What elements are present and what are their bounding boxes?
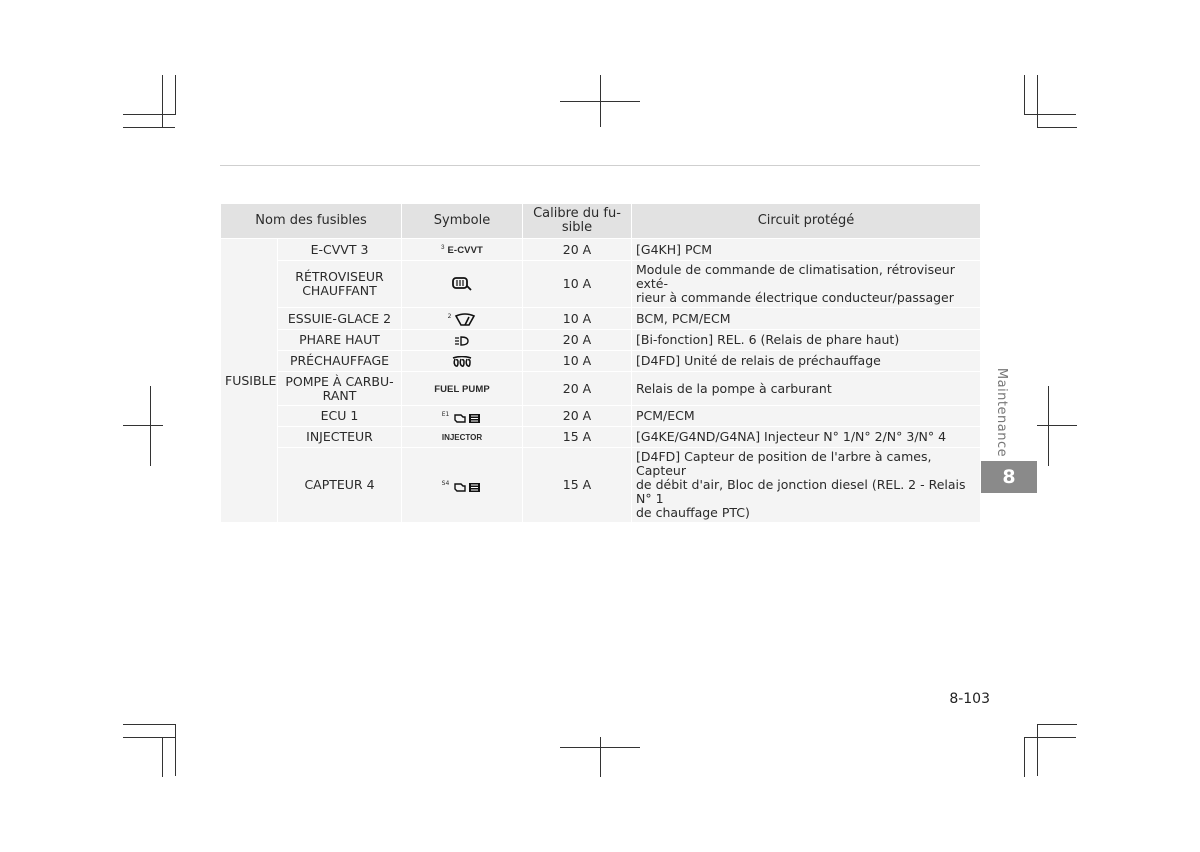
table-row bbox=[221, 330, 981, 351]
crop-mark bbox=[1024, 114, 1076, 115]
fuse-name: PRÉCHAUFFAGE bbox=[278, 351, 402, 372]
fuse-circuit: [D4FD] Unité de relais de préchauffage bbox=[632, 351, 981, 372]
engine-ecu-icon bbox=[452, 412, 482, 424]
table-row bbox=[221, 239, 981, 261]
fuse-rating: 10 A bbox=[523, 261, 632, 308]
crop-mark bbox=[123, 425, 163, 426]
fuse-symbol bbox=[402, 261, 523, 308]
crop-mark bbox=[600, 737, 601, 777]
fuse-name: PHARE HAUT bbox=[278, 330, 402, 351]
fuse-circuit: PCM/ECM bbox=[632, 406, 981, 427]
fuse-circuit: [D4FD] Capteur de position de l'arbre à cames, Capteur de débit d'air, Bloc de jonction diesel (REL. 2 - Relais N° 1 de chauffage PTC) bbox=[632, 448, 981, 523]
crop-mark bbox=[123, 737, 175, 738]
glow-plug-icon bbox=[451, 356, 473, 368]
fuse-symbol bbox=[402, 330, 523, 351]
section-label bbox=[987, 367, 1017, 457]
crop-mark bbox=[175, 724, 176, 776]
fuse-rating: 20 A bbox=[523, 406, 632, 427]
fuse-circuit: [G4KH] PCM bbox=[632, 239, 981, 261]
fuse-name: INJECTEUR bbox=[278, 427, 402, 448]
fuel-pump-symbol: FUEL PUMP bbox=[434, 383, 490, 395]
header-rule bbox=[220, 165, 980, 166]
fuse-table bbox=[220, 203, 981, 523]
crop-mark bbox=[175, 75, 176, 115]
high-beam-icon bbox=[453, 335, 471, 347]
table-row bbox=[221, 261, 981, 308]
engine-sensor-icon bbox=[452, 481, 482, 493]
fuse-name: ECU 1 bbox=[278, 406, 402, 427]
crop-mark bbox=[1037, 724, 1038, 776]
header-rating: Calibre du fu- sible bbox=[523, 204, 632, 239]
fuse-symbol bbox=[402, 427, 523, 448]
crop-mark bbox=[162, 737, 163, 777]
table-row bbox=[221, 308, 981, 330]
crop-mark bbox=[123, 114, 175, 115]
symbol-superscript: S4 bbox=[441, 480, 450, 488]
fuse-name: POMPE À CARBU- RANT bbox=[278, 372, 402, 406]
crop-mark bbox=[1024, 737, 1076, 738]
fuse-name: ESSUIE-GLACE 2 bbox=[278, 308, 402, 330]
fuse-rating: 10 A bbox=[523, 308, 632, 330]
chapter-tab: 8 bbox=[981, 461, 1037, 493]
crop-mark bbox=[1037, 75, 1038, 127]
crop-mark bbox=[560, 747, 640, 748]
table-row bbox=[221, 372, 981, 406]
fuse-circuit: [G4KE/G4ND/G4NA] Injecteur N° 1/N° 2/N° 3/N° 4 bbox=[632, 427, 981, 448]
fuse-rating: 10 A bbox=[523, 351, 632, 372]
section-label-text: Maintenance bbox=[994, 367, 1010, 457]
fuse-circuit: [Bi-fonction] REL. 6 (Relais de phare haut) bbox=[632, 330, 981, 351]
fuse-circuit: BCM, PCM/ECM bbox=[632, 308, 981, 330]
table-row bbox=[221, 427, 981, 448]
table-row bbox=[221, 448, 981, 523]
crop-mark bbox=[1024, 737, 1025, 777]
fuse-symbol bbox=[402, 239, 523, 261]
e-cvvt-symbol: $^3$ E-CVVT bbox=[441, 245, 483, 257]
fuse-rating: 20 A bbox=[523, 330, 632, 351]
symbol-superscript: 2 bbox=[447, 313, 452, 321]
fuse-rating: 15 A bbox=[523, 427, 632, 448]
fuse-rating: 20 A bbox=[523, 239, 632, 261]
header-circuit: Circuit protégé bbox=[632, 204, 981, 239]
fuse-circuit: Module de commande de climatisation, rétroviseur exté- rieur à commande électrique conducteur/passager bbox=[632, 261, 981, 308]
fuse-symbol bbox=[402, 351, 523, 372]
page-number: 8-103 bbox=[949, 691, 990, 707]
fuse-symbol bbox=[402, 406, 523, 427]
crop-mark bbox=[1048, 386, 1049, 466]
wiper-icon bbox=[454, 313, 476, 327]
table-row bbox=[221, 351, 981, 372]
crop-mark bbox=[123, 724, 175, 725]
header-fuse-name: Nom des fusibles bbox=[221, 204, 402, 239]
crop-mark bbox=[1037, 425, 1077, 426]
fuse-symbol bbox=[402, 448, 523, 523]
fuse-name: CAPTEUR 4 bbox=[278, 448, 402, 523]
crop-mark bbox=[162, 75, 163, 127]
crop-mark bbox=[1024, 75, 1025, 115]
fuse-symbol bbox=[402, 308, 523, 330]
crop-mark bbox=[150, 386, 151, 466]
crop-mark bbox=[560, 101, 640, 102]
symbol-superscript: E1 bbox=[441, 411, 450, 419]
fuse-rating: 15 A bbox=[523, 448, 632, 523]
table-row bbox=[221, 406, 981, 427]
fuse-name: RÉTROVISEUR CHAUFFANT bbox=[278, 261, 402, 308]
fuse-rating: 20 A bbox=[523, 372, 632, 406]
injector-symbol: INJECTOR bbox=[441, 433, 483, 443]
header-symbol: Symbole bbox=[402, 204, 523, 239]
fuse-circuit: Relais de la pompe à carburant bbox=[632, 372, 981, 406]
table-header-row bbox=[221, 204, 981, 239]
heated-mirror-icon bbox=[451, 276, 473, 292]
fuse-symbol bbox=[402, 372, 523, 406]
fuse-name: E-CVVT 3 bbox=[278, 239, 402, 261]
crop-mark bbox=[1037, 127, 1077, 128]
crop-mark bbox=[1037, 724, 1077, 725]
fuse-group-label: FUSIBLE bbox=[221, 239, 278, 523]
crop-mark bbox=[123, 127, 175, 128]
